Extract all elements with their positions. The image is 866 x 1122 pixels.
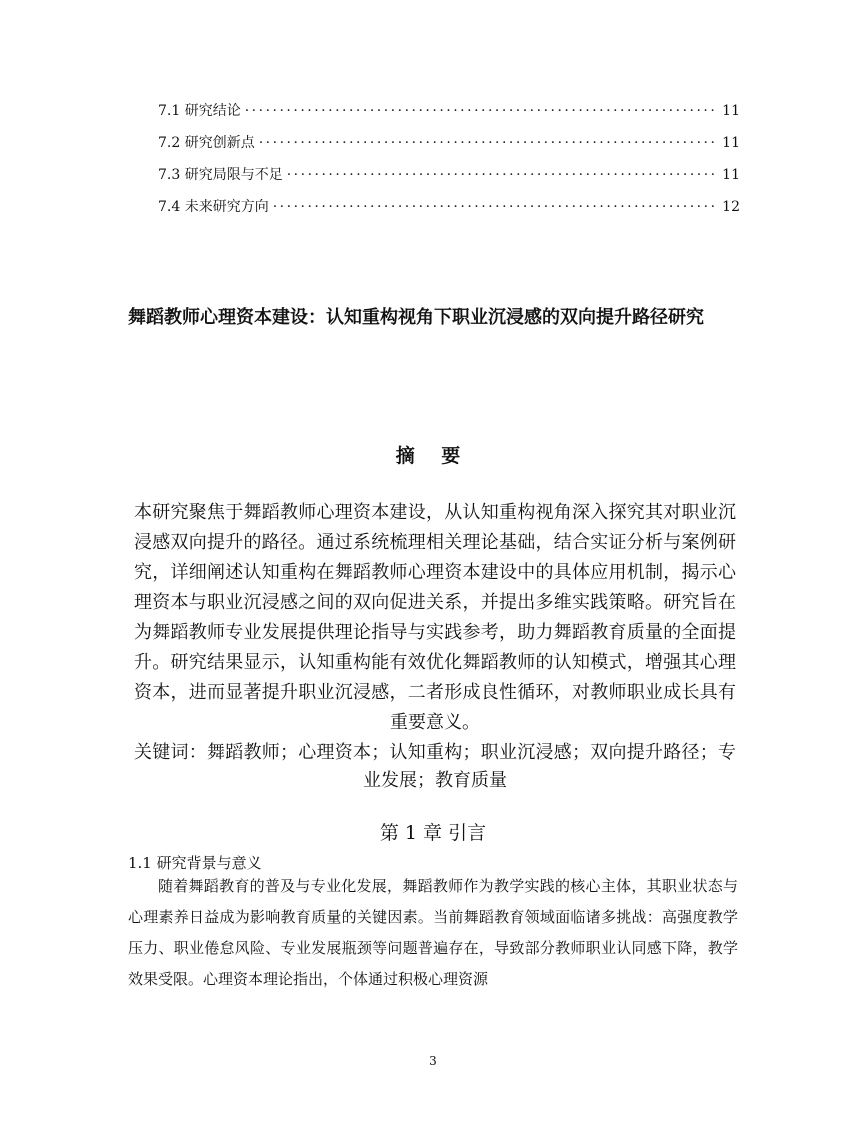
toc-leader-dots	[287, 167, 718, 183]
toc-entry-page: 11	[722, 103, 740, 119]
toc-entry-page: 11	[722, 167, 740, 183]
toc-entry-label: 7.3 研究局限与不足	[158, 167, 283, 183]
toc-leader-dots	[259, 135, 718, 151]
abstract-body: 本研究聚焦于舞蹈教师心理资本建设，从认知重构视角深入探究其对职业沉浸感双向提升的路径。通过系统梳理相关理论基础，结合实证分析与案例研究，详细阐述认知重构在舞蹈教师心理资本建设中的具体应用机制，揭示心理资本与职业沉浸感之间的双向促进关系，并提出多维实践策略。研究旨在为舞蹈教师专业发展提供理论指导与实践参考，助力舞蹈教育质量的全面提升。研究结果显示，认知重构能有效优化舞蹈教师的认知模式，增强其心理资本，进而显著提升职业沉浸感，二者形成良性循环，对教师职业成长具有重要意义。	[134, 502, 736, 733]
toc-entry-page: 12	[722, 199, 740, 215]
section-title: 1.1 研究背景与意义	[128, 854, 262, 872]
toc-leader-dots	[273, 199, 718, 215]
toc-entry-label: 7.1 研究结论	[158, 103, 241, 119]
toc-leader-dots	[245, 103, 718, 119]
toc-entry[interactable]	[158, 164, 740, 196]
toc-entry[interactable]	[158, 132, 740, 164]
toc-entry-label: 7.2 研究创新点	[158, 135, 255, 151]
document-title: 舞蹈教师心理资本建设：认知重构视角下职业沉浸感的双向提升路径研究	[128, 307, 704, 328]
toc-entry-page: 11	[722, 135, 740, 151]
body-paragraph: 随着舞蹈教育的普及与专业化发展，舞蹈教师作为教学实践的核心主体，其职业状态与心理素养日益成为影响教育质量的关键因素。当前舞蹈教育领域面临诸多挑战：高强度教学压力、职业倦怠风险、专业发展瓶颈等问题普遍存在，导致部分教师职业认同感下降，教学效果受限。心理资本理论指出，个体通过积极心理资源	[128, 877, 738, 988]
abstract-heading: 摘 要	[395, 445, 471, 467]
page-number: 3	[429, 1054, 437, 1068]
toc-entry[interactable]	[158, 196, 740, 228]
abstract-keywords: 关键词：舞蹈教师；心理资本；认知重构；职业沉浸感；双向提升路径；专业发展；教育质量	[134, 742, 736, 791]
table-of-contents	[158, 100, 740, 228]
toc-entry[interactable]	[158, 100, 740, 132]
toc-entry-label: 7.4 未来研究方向	[158, 199, 269, 215]
chapter-title: 第 1 章 引言	[379, 822, 487, 844]
